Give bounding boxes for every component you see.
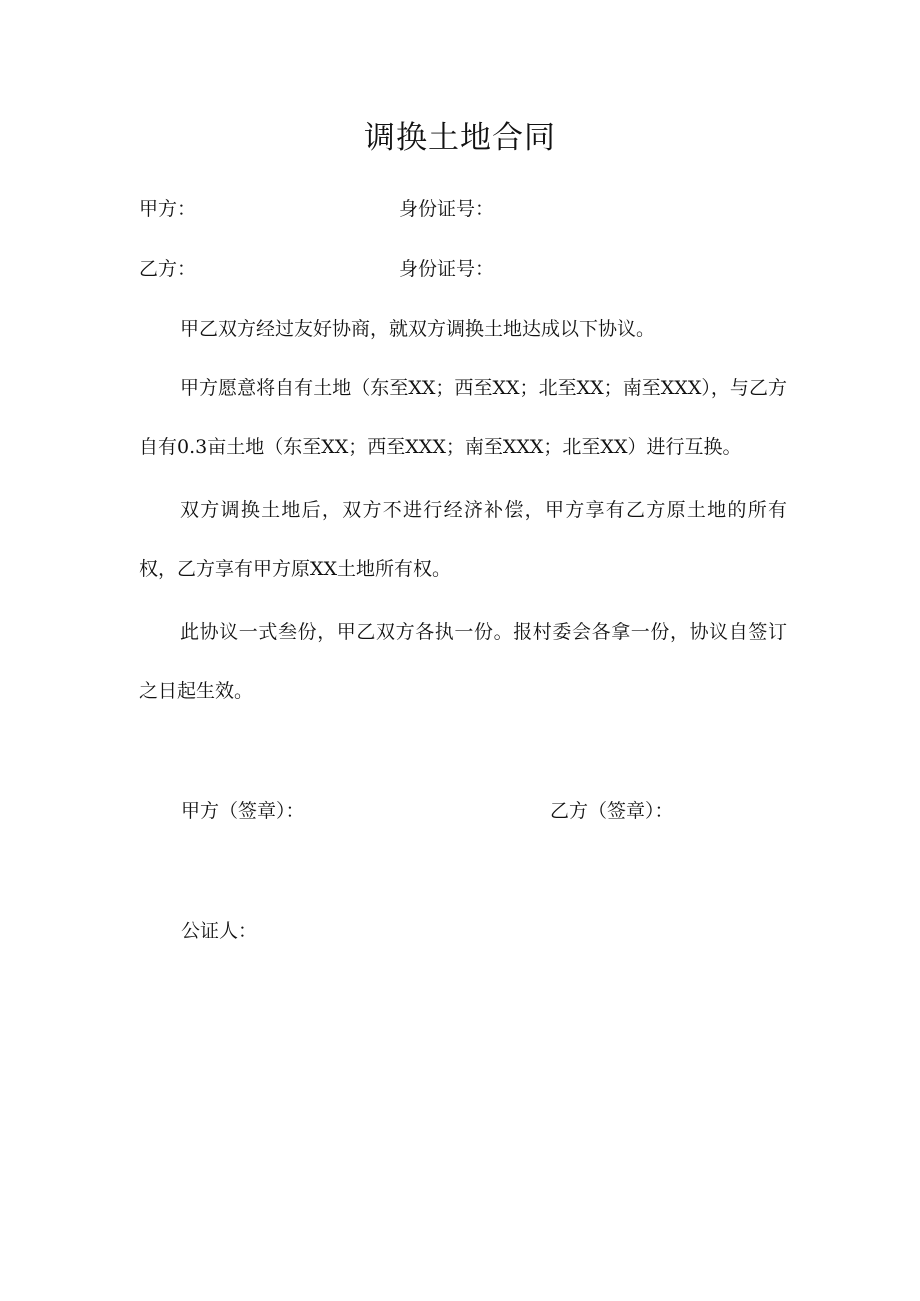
party-a-label: 甲方： bbox=[139, 198, 197, 220]
party-b-signature-label: 乙方（签章）： bbox=[550, 800, 674, 822]
party-a-id-label: 身份证号： bbox=[399, 198, 495, 220]
paragraph-copies-effective: 此协议一式叁份，甲乙双方各执一份。报村委会各拿一份，协议自签订之日起生效。 bbox=[139, 621, 787, 702]
paragraph-agreement-intro: 甲乙双方经过友好协商，就双方调换土地达成以下协议。 bbox=[180, 318, 656, 340]
party-b-label: 乙方： bbox=[139, 258, 197, 280]
party-a-signature-label: 甲方（签章）： bbox=[181, 800, 305, 822]
notary-label: 公证人： bbox=[181, 920, 258, 942]
document-title: 调换土地合同 bbox=[364, 120, 556, 156]
paragraph-land-exchange: 甲方愿意将自有土地（东至XX；西至XX；北至XX；南至XXX），与乙方自有0.3亩土地（东至XX；西至XXX；南至XXX；北至XX）进行互换。 bbox=[139, 377, 787, 458]
party-b-id-label: 身份证号： bbox=[399, 258, 495, 280]
paragraph-ownership: 双方调换土地后，双方不进行经济补偿，甲方享有乙方原土地的所有权，乙方享有甲方原XX土地所有权。 bbox=[139, 499, 787, 580]
